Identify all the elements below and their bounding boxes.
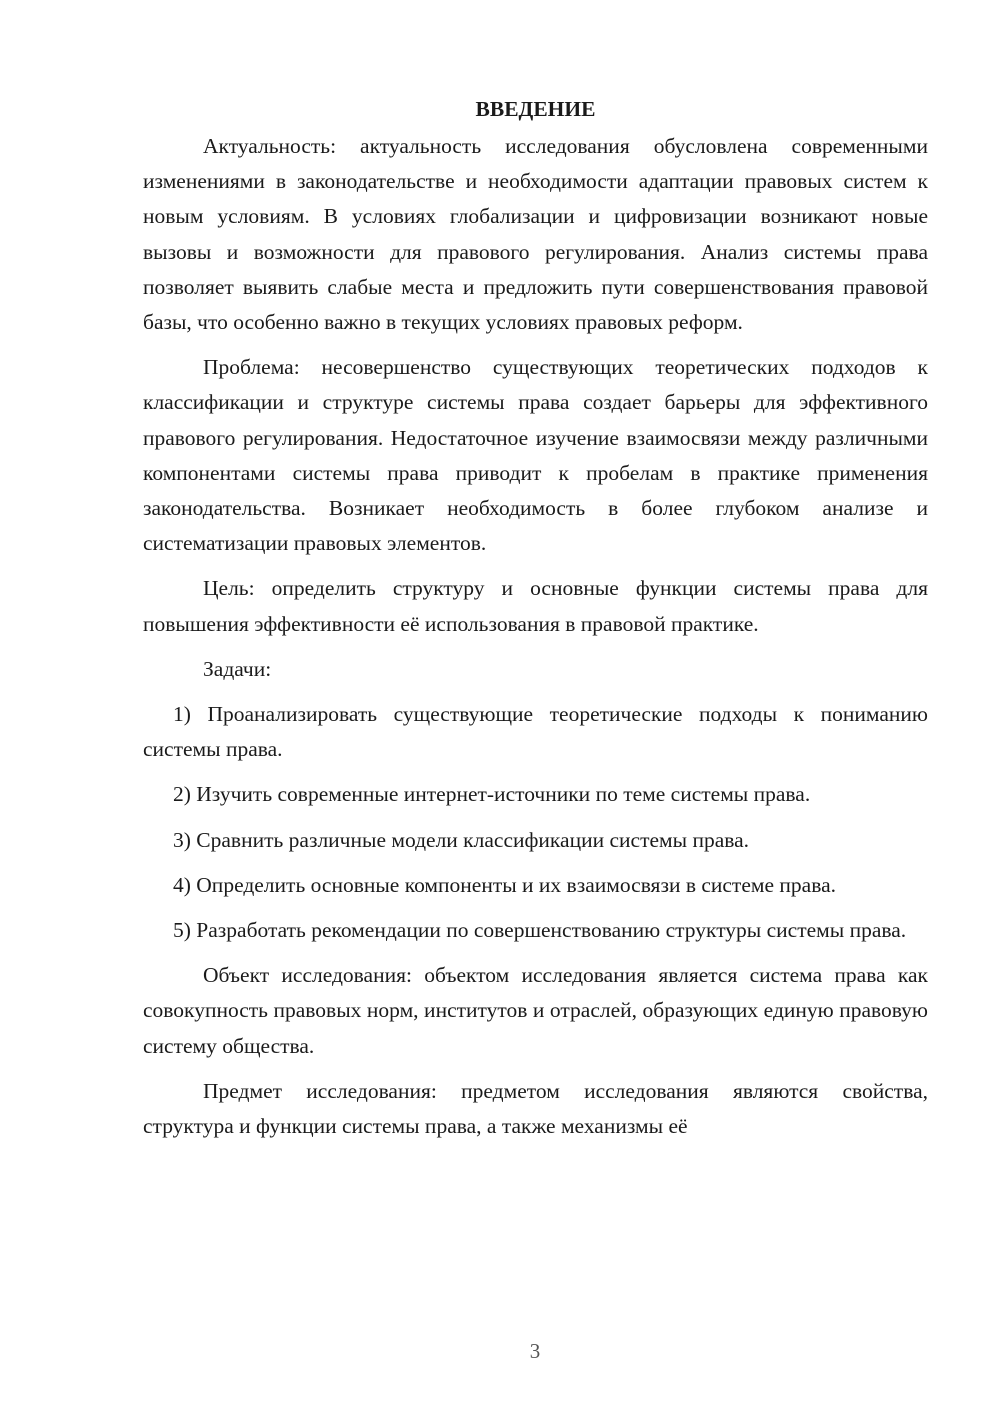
page-number: 3 <box>529 1339 541 1363</box>
page-heading: ВВЕДЕНИЕ <box>475 97 596 121</box>
task-item-3: 3) Сравнить различные модели классификации системы права. <box>173 827 750 852</box>
page-body <box>143 92 928 1144</box>
goal-paragraph: Цель: определить структуру и основные функции системы права для повышения эффективности её использования в правовой практике. <box>143 576 928 636</box>
task-item-5: 5) Разработать рекомендации по совершенствованию структуры системы права. <box>173 918 907 943</box>
relevance-paragraph: Актуальность: актуальность исследования обусловлена современными изменениями в законодательстве и необходимости адаптации правовых систем к новым условиям. В условиях глобализации и цифровизации возникают новые вызовы и возможности для правового регулирования. Анализ системы права позволяет выявить слабые места и предложить пути совершенствования правовой базы, что особенно важно в текущих условиях правовых реформ. <box>143 134 928 335</box>
object-paragraph: Объект исследования: объектом исследования является система права как совокупность правовых норм, институтов и отраслей, образующих единую правовую систему общества. <box>143 963 928 1058</box>
tasks-title: Задачи: <box>203 656 272 681</box>
task-item-2: 2) Изучить современные интернет-источники по теме системы права. <box>173 782 811 807</box>
subject-paragraph: Предмет исследования: предметом исследования являются свойства, структура и функции системы права, а также механизмы её <box>143 1078 928 1139</box>
problem-paragraph: Проблема: несовершенство существующих теоретических подходов к классификации и структуре системы права создает барьеры для эффективного правового регулирования. Недостаточное изучение взаимосвязи между различными компонентами системы права приводит к пробелам в практике применения законодательства. Возникает необходимость в более глубоком анализе и систематизации правовых элементов. <box>143 355 928 556</box>
task-item-4: 4) Определить основные компоненты и их взаимосвязи в системе права. <box>173 872 836 897</box>
task-item-1: 1) Проанализировать существующие теоретические подходы к пониманию системы права. <box>143 702 928 762</box>
